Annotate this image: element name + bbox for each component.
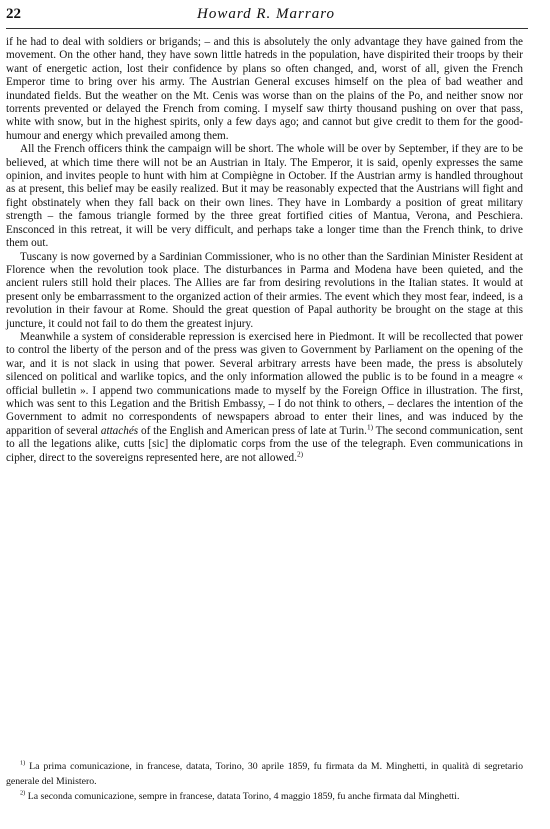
footnotes [6,760,523,804]
running-title: Howard R. Marraro [197,6,335,22]
body-text [6,36,523,465]
footnote-1-text: La prima comunicazione, in francese, datata, Torino, 30 aprile 1859, fu firmata da M. Minghetti, in qualità di segretario generale del Ministero. [6,761,523,787]
paragraph-4-text-b: of the English and American press of late at Turin. [138,424,367,437]
paragraph-4-text-a: Meanwhile a system of considerable repression is exercised here in Piedmont. It will be recollected that power to control the liberty of the person and of the press was given to Government by Parliament on the opening of the war, and it is not slack in using that power. Several arbitrary arrests have been made, the press is absolutely silenced on political and warlike topics, and the only information allowed the public is to be found in a meagre « official bulletin ». I append two communications made to myself by the Foreign Office in illustration. The first, which was sent to this Legation and the British Embassy, – I do not think to others, – declares the intention of the Government to admit no correspondents of newspapers abroad to enter their lines, and was induced by the apparition of several [6,330,523,437]
footnote-2-mark: 2) [20,789,26,797]
paragraph-2: All the French officers think the campaign will be short. The whole will be over by September, if they are to be believed, at which time there will not be an Austrian in Italy. The Emperor, it is said, openly expresses the same opinion, and invites people to hunt with him at Compiègne in October. If the Austrian army is handled throughout as at present, this belief may be easily realized. But it may be reasonably expected that the Austrians will fight and fight obstinately when they fall back on their own lines. They have in Lombardy a position of great military strength – the famous triangle formed by the three great fortified cities of Mantua, Verona, and Peschiera. Ensconced in this retreat, it will be very difficult, and perhaps take a longer time than the French think, to drive them out. [6,143,523,250]
paragraph-1: if he had to deal with soldiers or brigands; – and this is absolutely the only advantage they have gained from the movement. On the other hand, they have sown little hatreds in the population, have dispirited their troops by their want of energetic action, lost their confidence by plans so often changed, and, worst of all, given the French Emperor time to bring over his army. The Austrian General excuses himself on the plea of bad weather and inundated fields. But the weather on the Mt. Cenis was worse than on the plains of the Po, and neither snow nor torrents prevented or delayed the French from coming. I myself saw thirty thousand pushing on over that pass, white with snow, but in the highest spirits, only a few days ago; and cannot but give credit to them for the good-humour and energy which prevailed among them. [6,36,523,142]
page-number: 22 [6,6,21,22]
footnote-1 [6,760,523,790]
footnote-2-text: La seconda comunicazione, sempre in francese, datata Torino, 4 maggio 1859, fu anche firmata dal Minghetti. [25,790,460,802]
header-rule [6,28,528,29]
paragraph-3: Tuscany is now governed by a Sardinian Commissioner, who is no other than the Sardinian Minister Resident at Florence when the revolution took place. The disturbances in Parma and Modena have been quieted, and the ancient rulers still hold their places. The Allies are far from desiring revolutions in the Italian states. It would at present only be embarrassment to the organized action of their armies. The event which they most fear, indeed, is a revolution in their favour at Rome. Should the great question of Papal authority be brought on the stage at this juncture, it could not fail to do them the greatest injury. [6,250,523,330]
paragraph-4 [6,331,523,465]
footnote-1-mark: 1) [20,759,26,767]
footnote-2 [6,790,523,805]
footnote-reference-2: 2) [296,449,303,458]
running-head [6,6,526,26]
paragraph-4-text-c: The second communication, sent to all the legations alike, cutts [sic] the diplomatic corps from the use of the telegraph. Even communications in cipher, direct to the sovereigns represented here, are not allowed. [6,424,524,464]
footnote-reference-1: 1) [366,423,373,432]
paragraph-4-italic-word: attachés [100,424,139,437]
